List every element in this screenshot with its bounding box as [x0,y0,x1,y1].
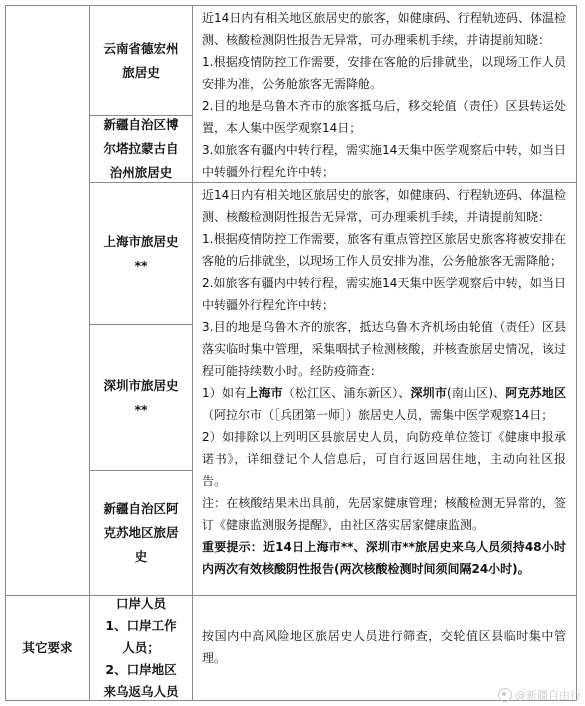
block1-item-1: 1.根据疫情防控工作需要，安排在客舱的后排就坐，以现场工作人员安排为准，公务舱旅客无需降舱。 [202,55,566,91]
block2-item-2: 2.如旅客有疆内中转行程，需实施14天集中医学观察后中转，如当日中转疆外行程允许中转； [202,276,566,312]
block1-intro: 近14日内有相关地区旅居史的旅客，如健康码、行程轨迹码、体温检测、核酸检测阴性报告无异常，可办理乘机手续，并请提前知晓： [202,11,566,47]
block2-note: 注：在核酸结果未出具前，先居家健康管理；核酸检测无异常的，签订《健康监测服务提醒》，由社区落实居家健康监测。 [202,496,566,532]
port-personnel-title: 口岸人员 [115,596,166,611]
block2-sub-2: 2）如排除以上列明区县旅居史人员，向防疫单位签订《健康申报承诺书》，详细登记个人信息后，可自行返回居住地，主动向社区报告。 [202,430,566,488]
port-personnel-cell [90,596,192,700]
region-shanghai: 上海市旅居史** [103,233,179,273]
weibo-icon [498,688,512,702]
port-personnel-item-2: 2、口岸地区来乌返乌人员 [103,662,179,699]
block2-sub-1: 1）如有上海市（松江区、浦东新区）、深圳市(南山区)、阿克苏地区（阿拉尔市（［兵团第一师］）旅居史人员，需集中医学观察14日； [202,386,566,422]
block2-item-1: 1.根据疫情防控工作需要，旅客有重点管控区旅居史旅客将被安排在客舱的后排就坐，以现场工作人员安排为准，公务舱旅客无需降舱； [202,232,566,268]
port-personnel-item-1: 1、口岸工作人员； [105,618,177,655]
block2-intro: 近14日内有相关地区旅居史的旅客，如健康码、行程轨迹码、体温检测、核酸检测阴性报告无异常，可办理乘机手续，并请提前知晓： [202,188,566,224]
block2-important: 重要提示：近14日上海市**、深圳市**旅居史来乌人员须持48小时内两次有效核酸阴性报告(两次核酸检测时间须间隔24小时)。 [202,540,566,576]
requirements-block-1 [193,7,576,182]
table-border-right [576,5,577,701]
watermark [498,687,581,703]
other-requirements-label: 其它要求 [22,640,73,655]
table-border-bottom [5,700,577,701]
block1-item-3: 3.如旅客有疆内中转行程，需实施14天集中医学观察后中转，如当日中转疆外行程允许中转； [202,143,566,179]
region-aksu: 新疆自治区阿克苏地区旅居史 [103,501,179,564]
region-yunnan-dehong: 云南省德宏州旅居史 [103,40,179,80]
block3-text: 按国内中高风险地区旅居史人员进行筛查，交轮值区县临时集中管理。 [202,629,566,665]
requirements-block-3 [193,625,576,685]
watermark-text: @新疆自由行 [515,689,581,702]
region-bortala: 新疆自治区博尔塔拉蒙古自治州旅居史 [103,117,179,180]
requirements-block-2 [193,184,576,595]
region-shenzhen: 深圳市旅居史** [103,377,179,417]
block2-item-3: 3.目的地是乌鲁木齐的旅客，抵达乌鲁木齐机场由轮值（责任）区县落实临时集中管理，采集咽拭子检测核酸，并核查旅居史情况，该过程可能持续数小时。经防疫筛查： [202,320,566,378]
block1-item-2: 2.目的地是乌鲁木齐市的旅客抵乌后，移交轮值（责任）区县转运处置，本人集中医学观察14日； [202,99,566,135]
